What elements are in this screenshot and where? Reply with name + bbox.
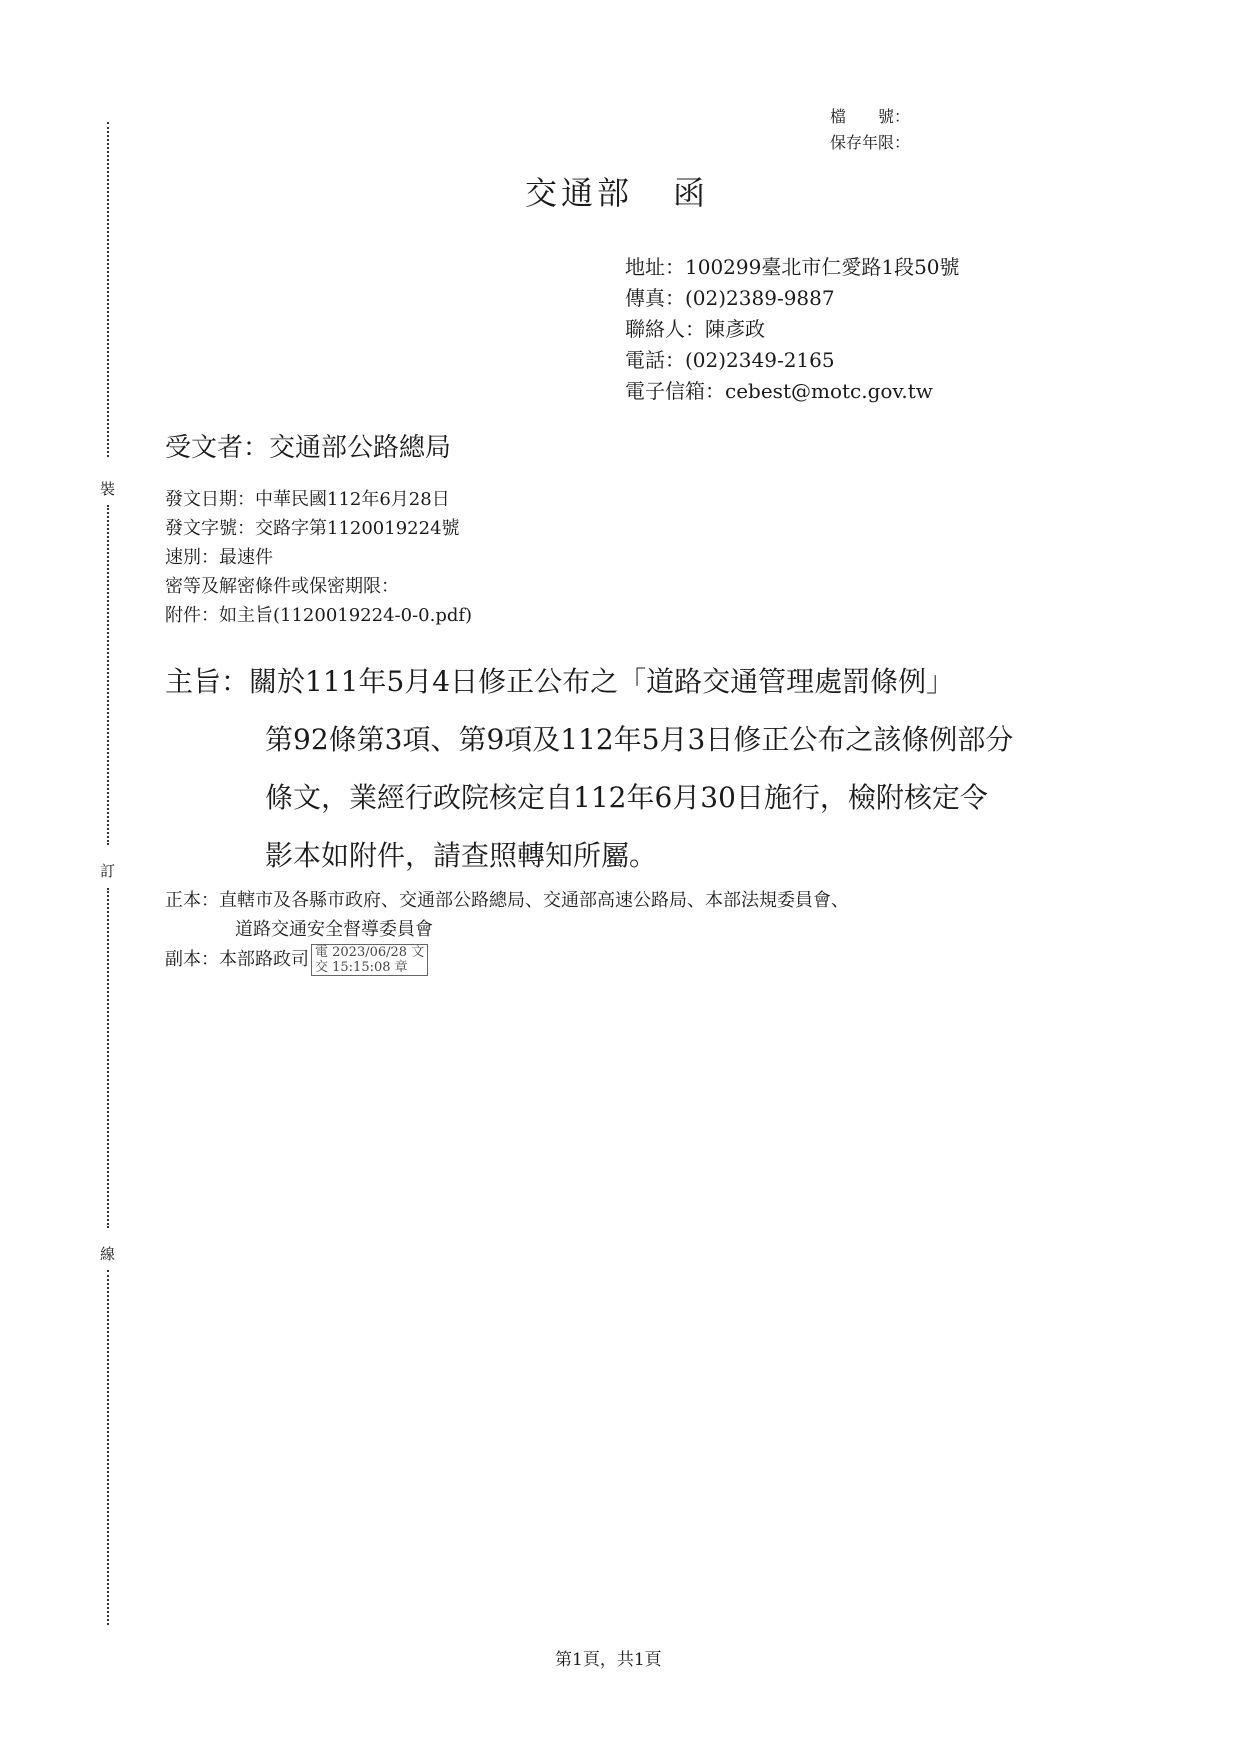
subject-line-3: 條文，業經行政院核定自112年6月30日施行，檢附核定令 xyxy=(265,781,988,814)
agency-name: 交通部 xyxy=(525,174,634,212)
recipient-line: 受文者：交通部公路總局 xyxy=(165,433,452,463)
binding-mark-ding: 訂 xyxy=(100,862,116,880)
filing-info xyxy=(830,104,910,156)
address-line: 地址：100299臺北市仁愛路1段50號 xyxy=(625,255,960,279)
email-line: 電子信箱：cebest@motc.gov.tw xyxy=(625,379,933,403)
binding-dotted-line xyxy=(107,505,109,845)
electronic-seal-stamp xyxy=(311,944,428,976)
stamp-top: 電 2023/06/28 文 xyxy=(315,945,425,960)
subject-line-1: 主旨：關於111年5月4日修正公布之「道路交通管理處罰條例」 xyxy=(165,665,955,698)
document-type: 函 xyxy=(673,174,710,212)
subject-line-4: 影本如附件，請查照轉知所屬。 xyxy=(265,839,658,872)
main-recipients-line-2: 道路交通安全督導委員會 xyxy=(235,919,433,940)
binding-dotted-line xyxy=(107,1270,109,1625)
contact-block xyxy=(625,252,960,407)
cc-text: 副本：本部路政司 xyxy=(165,949,309,970)
binding-mark-zhuang: 裝 xyxy=(100,480,116,498)
binding-dotted-line xyxy=(107,122,109,457)
retention-period-label: 保存年限： xyxy=(830,133,911,152)
document-title xyxy=(525,168,709,214)
cc-line xyxy=(165,944,849,976)
doc-number-line: 發文字號：交路字第1120019224號 xyxy=(165,518,460,539)
file-number-label: 檔 號： xyxy=(830,107,911,126)
classification-line: 密等及解密條件或保密期限： xyxy=(165,576,399,597)
contact-person-line: 聯絡人：陳彥政 xyxy=(625,317,765,341)
attachment-line: 附件：如主旨(1120019224-0-0.pdf) xyxy=(165,605,473,626)
document-metadata xyxy=(165,485,472,630)
binding-mark-xian: 線 xyxy=(100,1245,116,1263)
fax-line: 傳真：(02)2389-9887 xyxy=(625,286,835,310)
subject-line-2: 第92條第3項、第9項及112年5月3日修正公布之該條例部分 xyxy=(265,723,1014,756)
main-recipients-line-1: 正本：直轄市及各縣市政府、交通部公路總局、交通部高速公路局、本部法規委員會、 xyxy=(165,890,849,911)
phone-line: 電話：(02)2349-2165 xyxy=(625,348,835,372)
binding-dotted-line xyxy=(107,888,109,1228)
distribution-block xyxy=(165,886,849,976)
page-number: 第1頁，共1頁 xyxy=(555,1650,662,1670)
stamp-bottom: 交 15:15:08 章 xyxy=(315,960,408,975)
speed-line: 速別：最速件 xyxy=(165,547,273,568)
issue-date-line: 發文日期：中華民國112年6月28日 xyxy=(165,489,450,510)
subject-block xyxy=(165,653,1013,885)
